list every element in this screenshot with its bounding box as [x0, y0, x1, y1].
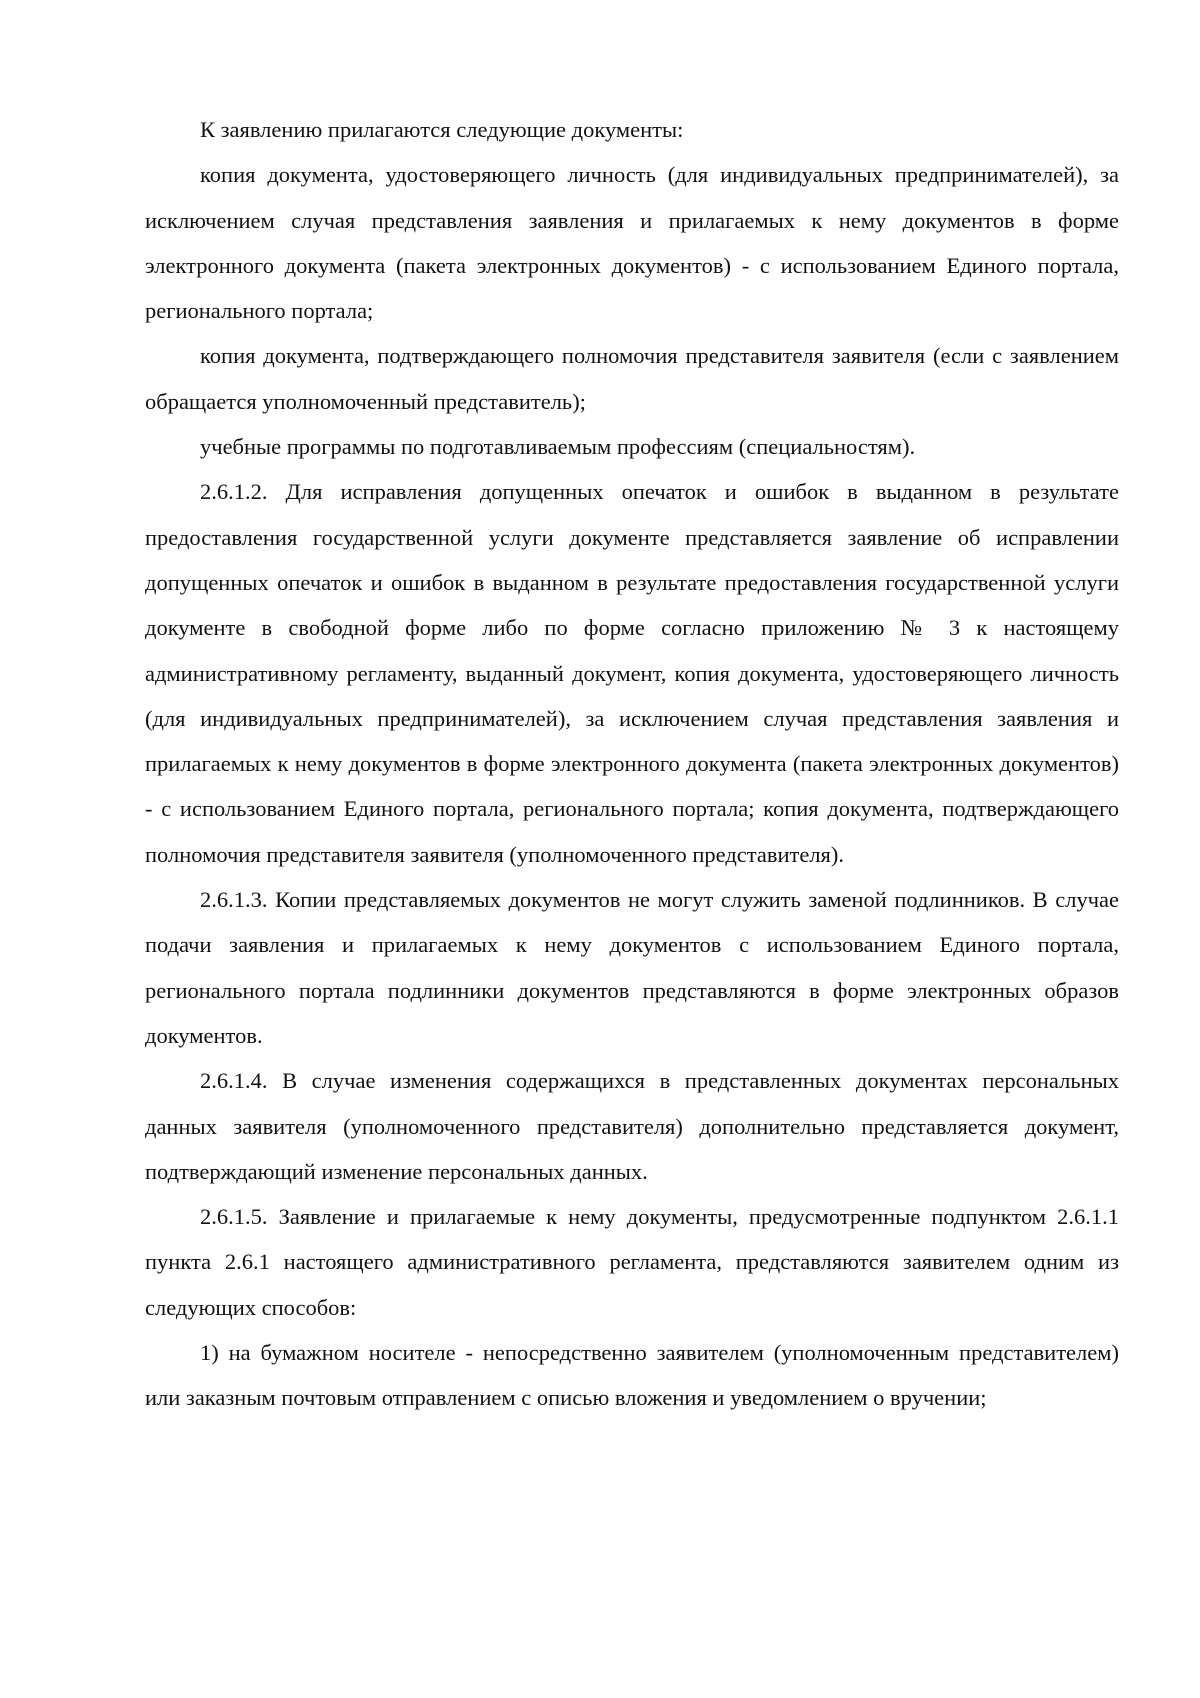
paragraph-attachments-intro: К заявлению прилагаются следующие документы: — [200, 117, 684, 142]
document-body — [145, 107, 1119, 1421]
paragraph-method-1-paper: 1) на бумажном носителе - непосредственно заявителем (уполномоченным представителем) или заказным почтовым отправлением с описью вложения и уведомлением о вручении; — [145, 1340, 1119, 1411]
paragraph-2-6-1-2: 2.6.1.2. Для исправления допущенных опечаток и ошибок в выданном в результате предоставления государственной услуги документе представляется заявление об исправлении допущенных опечаток и ошибок в выданном в результате предоставления государственной услуги документе в свободной форме либо по форме согласно приложению № 3 к настоящему административному регламенту, выданный документ, копия документа, удостоверяющего личность (для индивидуальных предпринимателей), за исключением случая представления заявления и прилагаемых к нему документов в форме электронного документа (пакета электронных документов) - с использованием Единого портала, регионального портала; копия документа, подтверждающего полномочия представителя заявителя (уполномоченного представителя). — [145, 479, 1119, 867]
paragraph-training-programs: учебные программы по подготавливаемым профессиям (специальностям). — [200, 434, 916, 460]
paragraph-2-6-1-4: 2.6.1.4. В случае изменения содержащихся в представленных документах персональных данных заявителя (уполномоченного представителя) дополнительно представляется документ, подтверждающий изменение персональных данных. — [145, 1068, 1119, 1184]
paragraph-representative-authority: копия документа, подтверждающего полномочия представителя заявителя (если с заявлением обращается уполномоченный представитель); — [145, 343, 1119, 414]
paragraph-2-6-1-3: 2.6.1.3. Копии представляемых документов не могут служить заменой подлинников. В случае подачи заявления и прилагаемых к нему документов с использованием Единого портала, регионального портала подлинники документов представляются в форме электронных образов документов. — [145, 887, 1119, 1048]
paragraph-2-6-1-5: 2.6.1.5. Заявление и прилагаемые к нему документы, предусмотренные подпунктом 2.6.1.1 пункта 2.6.1 настоящего административного регламента, представляются заявителем одним из следующих способов: — [145, 1204, 1119, 1320]
paragraph-identity-copy: копия документа, удостоверяющего личность (для индивидуальных предпринимателей), за исключением случая представления заявления и прилагаемых к нему документов в форме электронного документа (пакета электронных документов) - с использованием Единого портала, регионального портала; — [145, 162, 1119, 324]
